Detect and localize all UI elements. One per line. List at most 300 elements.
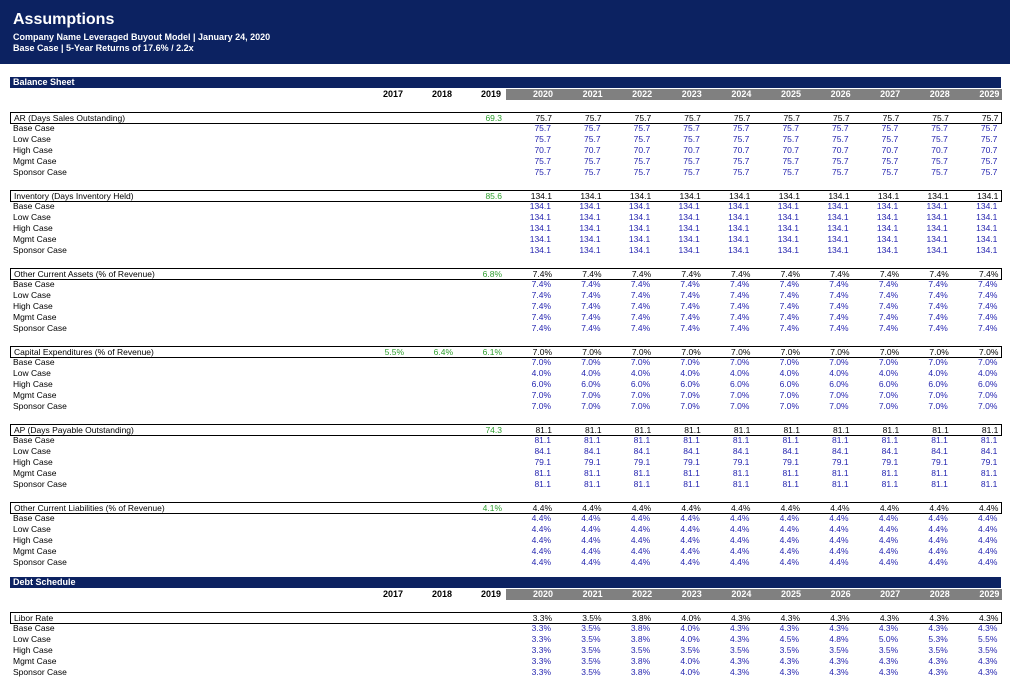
case-input-cell[interactable]: 4.4% (829, 546, 849, 557)
case-input-cell[interactable]: 75.7 (683, 156, 700, 167)
case-input-cell[interactable]: 134.1 (728, 223, 750, 234)
case-input-cell[interactable]: 7.0% (978, 401, 998, 412)
case-input-cell[interactable]: 4.3% (978, 667, 998, 678)
case-input-cell[interactable]: 4.4% (779, 557, 799, 568)
case-input-cell[interactable]: 7.4% (928, 290, 948, 301)
case-input-cell[interactable]: 81.1 (683, 479, 700, 490)
case-input-cell[interactable]: 4.3% (978, 623, 998, 633)
selected-case-value[interactable]: 134.1 (530, 191, 552, 201)
case-input-cell[interactable]: 7.0% (730, 401, 750, 412)
case-input-cell[interactable]: 3.3% (531, 634, 551, 645)
case-input-cell[interactable]: 7.4% (680, 323, 700, 334)
selected-case-value[interactable]: 134.1 (828, 191, 850, 201)
selected-case-value[interactable]: 4.3% (830, 613, 850, 623)
case-input-cell[interactable]: 134.1 (728, 201, 750, 211)
case-input-cell[interactable]: 84.1 (633, 446, 651, 457)
case-input-cell[interactable]: 7.0% (928, 390, 948, 401)
selected-case-value[interactable]: 134.1 (679, 191, 701, 201)
case-input-cell[interactable]: 7.4% (581, 312, 601, 323)
selected-case-value[interactable]: 75.7 (981, 113, 999, 123)
case-input-cell[interactable]: 134.1 (628, 212, 651, 223)
case-input-cell[interactable]: 79.1 (732, 457, 750, 468)
case-input-cell[interactable]: 81.1 (881, 479, 899, 490)
case-input-cell[interactable]: 134.1 (926, 234, 948, 245)
case-input-cell[interactable]: 7.0% (878, 401, 899, 412)
case-input-cell[interactable]: 4.4% (978, 524, 998, 535)
selected-case-value[interactable]: 4.4% (582, 503, 602, 513)
case-input-cell[interactable]: 4.4% (531, 535, 551, 546)
case-input-cell[interactable]: 4.0% (978, 368, 998, 379)
case-input-cell[interactable]: 7.4% (829, 290, 849, 301)
case-input-cell[interactable]: 7.4% (878, 323, 899, 334)
selected-case-value[interactable]: 75.7 (932, 113, 949, 123)
selected-case-value[interactable]: 134.1 (729, 191, 751, 201)
case-input-cell[interactable]: 4.4% (730, 546, 750, 557)
case-input-cell[interactable]: 4.3% (878, 656, 899, 667)
case-input-cell[interactable]: 7.4% (829, 301, 849, 312)
case-input-cell[interactable]: 3.5% (581, 645, 601, 656)
case-input-cell[interactable]: 7.0% (680, 357, 700, 367)
case-input-cell[interactable]: 134.1 (728, 234, 750, 245)
case-input-cell[interactable]: 7.4% (829, 312, 849, 323)
case-input-cell[interactable]: 7.4% (829, 279, 849, 289)
case-input-cell[interactable]: 81.1 (881, 468, 899, 479)
case-input-cell[interactable]: 70.7 (832, 145, 849, 156)
case-input-cell[interactable]: 7.4% (730, 279, 750, 289)
case-input-cell[interactable]: 75.7 (633, 156, 651, 167)
case-input-cell[interactable]: 134.1 (529, 234, 551, 245)
case-input-cell[interactable]: 4.5% (779, 634, 799, 645)
case-input-cell[interactable]: 75.7 (832, 134, 849, 145)
case-input-cell[interactable]: 7.4% (779, 301, 799, 312)
case-input-cell[interactable]: 75.7 (881, 167, 899, 178)
case-input-cell[interactable]: 7.4% (928, 279, 948, 289)
case-input-cell[interactable]: 4.4% (531, 546, 551, 557)
case-input-cell[interactable]: 4.3% (779, 667, 799, 678)
case-input-cell[interactable]: 7.4% (680, 301, 700, 312)
selected-case-value[interactable]: 7.0% (879, 347, 900, 357)
case-input-cell[interactable]: 4.4% (928, 535, 948, 546)
case-input-cell[interactable]: 3.5% (829, 645, 849, 656)
case-input-cell[interactable]: 4.4% (581, 535, 601, 546)
case-input-cell[interactable]: 7.0% (730, 390, 750, 401)
case-input-cell[interactable]: 134.1 (926, 201, 948, 211)
selected-case-value[interactable]: 3.8% (631, 613, 652, 623)
case-input-cell[interactable]: 134.1 (827, 201, 849, 211)
case-input-cell[interactable]: 6.0% (928, 379, 948, 390)
case-input-cell[interactable]: 75.7 (782, 123, 799, 133)
case-input-cell[interactable]: 134.1 (876, 245, 899, 256)
case-input-cell[interactable]: 4.3% (978, 656, 998, 667)
case-input-cell[interactable]: 5.5% (978, 634, 998, 645)
case-input-cell[interactable]: 81.1 (782, 479, 799, 490)
case-input-cell[interactable]: 3.5% (581, 656, 601, 667)
case-input-cell[interactable]: 7.0% (928, 357, 948, 367)
historical-value[interactable]: 5.5% (384, 347, 404, 357)
historical-value[interactable]: 6.1% (482, 347, 502, 357)
case-input-cell[interactable]: 7.4% (531, 301, 551, 312)
case-input-cell[interactable]: 4.0% (531, 368, 551, 379)
case-input-cell[interactable]: 7.4% (531, 312, 551, 323)
case-input-cell[interactable]: 4.4% (581, 524, 601, 535)
case-input-cell[interactable]: 4.4% (928, 557, 948, 568)
case-input-cell[interactable]: 3.8% (630, 634, 651, 645)
case-input-cell[interactable]: 81.1 (931, 479, 948, 490)
selected-case-value[interactable]: 81.1 (733, 425, 751, 435)
historical-value[interactable]: 85.6 (485, 191, 502, 201)
case-input-cell[interactable]: 84.1 (931, 446, 948, 457)
case-input-cell[interactable]: 75.7 (980, 123, 998, 133)
case-input-cell[interactable]: 81.1 (732, 435, 750, 445)
case-input-cell[interactable]: 134.1 (628, 223, 651, 234)
case-input-cell[interactable]: 4.3% (829, 667, 849, 678)
case-input-cell[interactable]: 4.4% (779, 513, 799, 523)
case-input-cell[interactable]: 134.1 (529, 212, 551, 223)
case-input-cell[interactable]: 7.4% (779, 290, 799, 301)
case-input-cell[interactable]: 5.3% (928, 634, 948, 645)
case-input-cell[interactable]: 134.1 (976, 245, 998, 256)
case-input-cell[interactable]: 79.1 (881, 457, 899, 468)
case-input-cell[interactable]: 6.0% (829, 379, 849, 390)
case-input-cell[interactable]: 75.7 (584, 134, 601, 145)
case-input-cell[interactable]: 7.0% (878, 390, 899, 401)
case-input-cell[interactable]: 3.8% (630, 667, 651, 678)
case-input-cell[interactable]: 4.0% (680, 368, 700, 379)
case-input-cell[interactable]: 7.4% (829, 323, 849, 334)
case-input-cell[interactable]: 84.1 (980, 446, 998, 457)
selected-case-value[interactable]: 3.5% (582, 613, 602, 623)
selected-case-value[interactable]: 7.0% (532, 347, 552, 357)
case-input-cell[interactable]: 4.4% (730, 535, 750, 546)
selected-case-value[interactable]: 81.1 (932, 425, 949, 435)
case-input-cell[interactable]: 3.5% (779, 645, 799, 656)
case-input-cell[interactable]: 7.4% (531, 290, 551, 301)
case-input-cell[interactable]: 134.1 (529, 245, 551, 256)
case-input-cell[interactable]: 3.5% (630, 645, 651, 656)
case-input-cell[interactable]: 81.1 (732, 479, 750, 490)
case-input-cell[interactable]: 4.4% (829, 535, 849, 546)
case-input-cell[interactable]: 3.5% (581, 623, 601, 633)
case-input-cell[interactable]: 84.1 (782, 446, 799, 457)
case-input-cell[interactable]: 79.1 (683, 457, 700, 468)
selected-case-value[interactable]: 75.7 (733, 113, 751, 123)
case-input-cell[interactable]: 6.0% (531, 379, 551, 390)
case-input-cell[interactable]: 4.4% (978, 557, 998, 568)
case-input-cell[interactable]: 4.0% (829, 368, 849, 379)
case-input-cell[interactable]: 7.0% (829, 357, 849, 367)
case-input-cell[interactable]: 7.0% (878, 357, 899, 367)
case-input-cell[interactable]: 75.7 (881, 156, 899, 167)
case-input-cell[interactable]: 7.4% (878, 290, 899, 301)
case-input-cell[interactable]: 4.4% (878, 557, 899, 568)
case-input-cell[interactable]: 134.1 (529, 223, 551, 234)
case-input-cell[interactable]: 81.1 (931, 435, 948, 445)
case-input-cell[interactable]: 70.7 (732, 145, 750, 156)
historical-value[interactable]: 6.4% (433, 347, 453, 357)
case-input-cell[interactable]: 4.3% (730, 634, 750, 645)
case-input-cell[interactable]: 7.4% (730, 290, 750, 301)
case-input-cell[interactable]: 7.0% (730, 357, 750, 367)
case-input-cell[interactable]: 4.4% (630, 546, 651, 557)
case-input-cell[interactable]: 7.0% (680, 390, 700, 401)
case-input-cell[interactable]: 4.4% (581, 546, 601, 557)
case-input-cell[interactable]: 4.4% (978, 513, 998, 523)
case-input-cell[interactable]: 6.0% (779, 379, 799, 390)
case-input-cell[interactable]: 7.4% (978, 290, 998, 301)
case-input-cell[interactable]: 81.1 (980, 468, 998, 479)
selected-case-value[interactable]: 7.4% (631, 269, 652, 279)
case-input-cell[interactable]: 81.1 (980, 435, 998, 445)
selected-case-value[interactable]: 81.1 (585, 425, 602, 435)
case-input-cell[interactable]: 4.4% (878, 524, 899, 535)
case-input-cell[interactable]: 7.0% (680, 401, 700, 412)
case-input-cell[interactable]: 75.7 (832, 167, 849, 178)
case-input-cell[interactable]: 134.1 (678, 223, 700, 234)
case-input-cell[interactable]: 75.7 (534, 123, 551, 133)
selected-case-value[interactable]: 134.1 (629, 191, 652, 201)
case-input-cell[interactable]: 134.1 (976, 212, 998, 223)
case-input-cell[interactable]: 81.1 (782, 468, 799, 479)
case-input-cell[interactable]: 79.1 (534, 457, 551, 468)
case-input-cell[interactable]: 134.1 (777, 212, 799, 223)
case-input-cell[interactable]: 75.7 (683, 167, 700, 178)
case-input-cell[interactable]: 3.5% (978, 645, 998, 656)
case-input-cell[interactable]: 81.1 (584, 468, 601, 479)
selected-case-value[interactable]: 7.4% (532, 269, 552, 279)
case-input-cell[interactable]: 84.1 (683, 446, 700, 457)
case-input-cell[interactable]: 7.0% (630, 390, 651, 401)
case-input-cell[interactable]: 7.4% (978, 279, 998, 289)
selected-case-value[interactable]: 4.3% (879, 613, 900, 623)
case-input-cell[interactable]: 3.8% (630, 623, 651, 633)
case-input-cell[interactable]: 134.1 (827, 234, 849, 245)
case-input-cell[interactable]: 134.1 (876, 223, 899, 234)
case-input-cell[interactable]: 84.1 (732, 446, 750, 457)
case-input-cell[interactable]: 4.4% (730, 524, 750, 535)
case-input-cell[interactable]: 4.4% (680, 546, 700, 557)
selected-case-value[interactable]: 4.3% (780, 613, 800, 623)
case-input-cell[interactable]: 3.5% (680, 645, 700, 656)
selected-case-value[interactable]: 7.0% (731, 347, 751, 357)
case-input-cell[interactable]: 75.7 (683, 134, 700, 145)
selected-case-value[interactable]: 75.7 (585, 113, 602, 123)
case-input-cell[interactable]: 134.1 (579, 223, 601, 234)
case-input-cell[interactable]: 7.4% (928, 301, 948, 312)
selected-case-value[interactable]: 7.0% (830, 347, 850, 357)
case-input-cell[interactable]: 7.0% (531, 401, 551, 412)
case-input-cell[interactable]: 7.4% (630, 323, 651, 334)
case-input-cell[interactable]: 81.1 (633, 435, 651, 445)
selected-case-value[interactable]: 7.4% (979, 269, 999, 279)
case-input-cell[interactable]: 4.4% (878, 513, 899, 523)
case-input-cell[interactable]: 70.7 (633, 145, 651, 156)
case-input-cell[interactable]: 81.1 (980, 479, 998, 490)
case-input-cell[interactable]: 7.0% (829, 401, 849, 412)
case-input-cell[interactable]: 7.0% (531, 390, 551, 401)
selected-case-value[interactable]: 134.1 (877, 191, 900, 201)
case-input-cell[interactable]: 4.4% (630, 535, 651, 546)
case-input-cell[interactable]: 134.1 (678, 245, 700, 256)
selected-case-value[interactable]: 75.7 (783, 113, 800, 123)
case-input-cell[interactable]: 7.4% (730, 312, 750, 323)
case-input-cell[interactable]: 7.4% (581, 290, 601, 301)
case-input-cell[interactable]: 75.7 (931, 123, 948, 133)
case-input-cell[interactable]: 4.4% (978, 546, 998, 557)
selected-case-value[interactable]: 75.7 (833, 113, 850, 123)
case-input-cell[interactable]: 75.7 (584, 167, 601, 178)
case-input-cell[interactable]: 7.4% (730, 301, 750, 312)
case-input-cell[interactable]: 4.4% (829, 524, 849, 535)
case-input-cell[interactable]: 84.1 (534, 446, 551, 457)
selected-case-value[interactable]: 3.3% (532, 613, 552, 623)
case-input-cell[interactable]: 81.1 (832, 435, 849, 445)
case-input-cell[interactable]: 7.0% (779, 390, 799, 401)
case-input-cell[interactable]: 81.1 (683, 435, 700, 445)
case-input-cell[interactable]: 70.7 (980, 145, 998, 156)
case-input-cell[interactable]: 75.7 (980, 167, 998, 178)
case-input-cell[interactable]: 4.0% (680, 623, 700, 633)
selected-case-value[interactable]: 7.4% (681, 269, 701, 279)
case-input-cell[interactable]: 7.0% (581, 357, 601, 367)
case-input-cell[interactable]: 7.4% (531, 279, 551, 289)
case-input-cell[interactable]: 81.1 (534, 435, 551, 445)
case-input-cell[interactable]: 3.5% (878, 645, 899, 656)
case-input-cell[interactable]: 4.3% (730, 623, 750, 633)
case-input-cell[interactable]: 134.1 (827, 223, 849, 234)
case-input-cell[interactable]: 75.7 (980, 134, 998, 145)
case-input-cell[interactable]: 4.4% (680, 535, 700, 546)
case-input-cell[interactable]: 75.7 (633, 123, 651, 133)
case-input-cell[interactable]: 70.7 (782, 145, 799, 156)
case-input-cell[interactable]: 6.0% (878, 379, 899, 390)
selected-case-value[interactable]: 75.7 (684, 113, 701, 123)
case-input-cell[interactable]: 7.4% (779, 279, 799, 289)
case-input-cell[interactable]: 75.7 (881, 123, 899, 133)
case-input-cell[interactable]: 7.0% (829, 390, 849, 401)
case-input-cell[interactable]: 4.4% (680, 557, 700, 568)
case-input-cell[interactable]: 4.3% (928, 656, 948, 667)
case-input-cell[interactable]: 79.1 (980, 457, 998, 468)
case-input-cell[interactable]: 7.4% (581, 279, 601, 289)
case-input-cell[interactable]: 4.4% (630, 524, 651, 535)
case-input-cell[interactable]: 81.1 (534, 479, 551, 490)
selected-case-value[interactable]: 4.4% (681, 503, 701, 513)
case-input-cell[interactable]: 4.4% (531, 557, 551, 568)
case-input-cell[interactable]: 6.0% (978, 379, 998, 390)
case-input-cell[interactable]: 7.0% (779, 357, 799, 367)
case-input-cell[interactable]: 6.0% (730, 379, 750, 390)
case-input-cell[interactable]: 7.4% (730, 323, 750, 334)
case-input-cell[interactable]: 134.1 (976, 234, 998, 245)
case-input-cell[interactable]: 84.1 (832, 446, 849, 457)
case-input-cell[interactable]: 4.4% (779, 535, 799, 546)
case-input-cell[interactable]: 75.7 (931, 167, 948, 178)
case-input-cell[interactable]: 4.0% (878, 368, 899, 379)
case-input-cell[interactable]: 134.1 (777, 201, 799, 211)
case-input-cell[interactable]: 134.1 (876, 212, 899, 223)
case-input-cell[interactable]: 75.7 (782, 134, 799, 145)
case-input-cell[interactable]: 134.1 (777, 223, 799, 234)
case-input-cell[interactable]: 4.0% (680, 656, 700, 667)
case-input-cell[interactable]: 81.1 (832, 468, 849, 479)
case-input-cell[interactable]: 75.7 (931, 134, 948, 145)
case-input-cell[interactable]: 134.1 (827, 212, 849, 223)
selected-case-value[interactable]: 4.4% (929, 503, 949, 513)
case-input-cell[interactable]: 75.7 (782, 156, 799, 167)
selected-case-value[interactable]: 7.0% (929, 347, 949, 357)
case-input-cell[interactable]: 4.0% (680, 667, 700, 678)
case-input-cell[interactable]: 4.3% (928, 623, 948, 633)
case-input-cell[interactable]: 75.7 (732, 156, 750, 167)
case-input-cell[interactable]: 4.4% (581, 557, 601, 568)
case-input-cell[interactable]: 6.0% (630, 379, 651, 390)
case-input-cell[interactable]: 79.1 (633, 457, 651, 468)
case-input-cell[interactable]: 5.0% (878, 634, 899, 645)
case-input-cell[interactable]: 75.7 (534, 156, 551, 167)
case-input-cell[interactable]: 7.0% (978, 390, 998, 401)
case-input-cell[interactable]: 7.4% (630, 290, 651, 301)
selected-case-value[interactable]: 4.4% (879, 503, 900, 513)
case-input-cell[interactable]: 7.4% (878, 279, 899, 289)
case-input-cell[interactable]: 7.4% (978, 301, 998, 312)
case-input-cell[interactable]: 4.3% (779, 656, 799, 667)
case-input-cell[interactable]: 134.1 (976, 201, 998, 211)
case-input-cell[interactable]: 134.1 (579, 201, 601, 211)
case-input-cell[interactable]: 134.1 (579, 234, 601, 245)
selected-case-value[interactable]: 4.4% (979, 503, 999, 513)
case-input-cell[interactable]: 4.4% (779, 524, 799, 535)
case-input-cell[interactable]: 4.4% (630, 557, 651, 568)
case-input-cell[interactable]: 4.4% (531, 524, 551, 535)
case-input-cell[interactable]: 75.7 (881, 134, 899, 145)
case-input-cell[interactable]: 7.4% (978, 312, 998, 323)
case-input-cell[interactable]: 81.1 (633, 479, 651, 490)
case-input-cell[interactable]: 134.1 (728, 245, 750, 256)
case-input-cell[interactable]: 7.4% (630, 301, 651, 312)
case-input-cell[interactable]: 4.4% (878, 546, 899, 557)
case-input-cell[interactable]: 134.1 (678, 234, 700, 245)
selected-case-value[interactable]: 4.4% (631, 503, 652, 513)
case-input-cell[interactable]: 134.1 (777, 245, 799, 256)
case-input-cell[interactable]: 4.3% (878, 667, 899, 678)
case-input-cell[interactable]: 79.1 (584, 457, 601, 468)
case-input-cell[interactable]: 3.3% (531, 656, 551, 667)
case-input-cell[interactable]: 7.0% (928, 401, 948, 412)
case-input-cell[interactable]: 3.5% (581, 634, 601, 645)
case-input-cell[interactable]: 81.1 (782, 435, 799, 445)
case-input-cell[interactable]: 134.1 (579, 212, 601, 223)
case-input-cell[interactable]: 4.3% (779, 623, 799, 633)
historical-value[interactable]: 4.1% (482, 503, 502, 513)
case-input-cell[interactable]: 81.1 (683, 468, 700, 479)
case-input-cell[interactable]: 134.1 (628, 234, 651, 245)
case-input-cell[interactable]: 75.7 (732, 123, 750, 133)
selected-case-value[interactable]: 4.4% (780, 503, 800, 513)
historical-value[interactable]: 6.8% (482, 269, 502, 279)
historical-value[interactable]: 74.3 (485, 425, 502, 435)
selected-case-value[interactable]: 134.1 (927, 191, 949, 201)
case-input-cell[interactable]: 7.0% (630, 401, 651, 412)
case-input-cell[interactable]: 134.1 (579, 245, 601, 256)
case-input-cell[interactable]: 134.1 (529, 201, 551, 211)
case-input-cell[interactable]: 84.1 (881, 446, 899, 457)
selected-case-value[interactable]: 134.1 (580, 191, 602, 201)
case-input-cell[interactable]: 134.1 (926, 223, 948, 234)
selected-case-value[interactable]: 4.4% (830, 503, 850, 513)
case-input-cell[interactable]: 4.0% (581, 368, 601, 379)
case-input-cell[interactable]: 75.7 (534, 134, 551, 145)
case-input-cell[interactable]: 4.3% (829, 623, 849, 633)
